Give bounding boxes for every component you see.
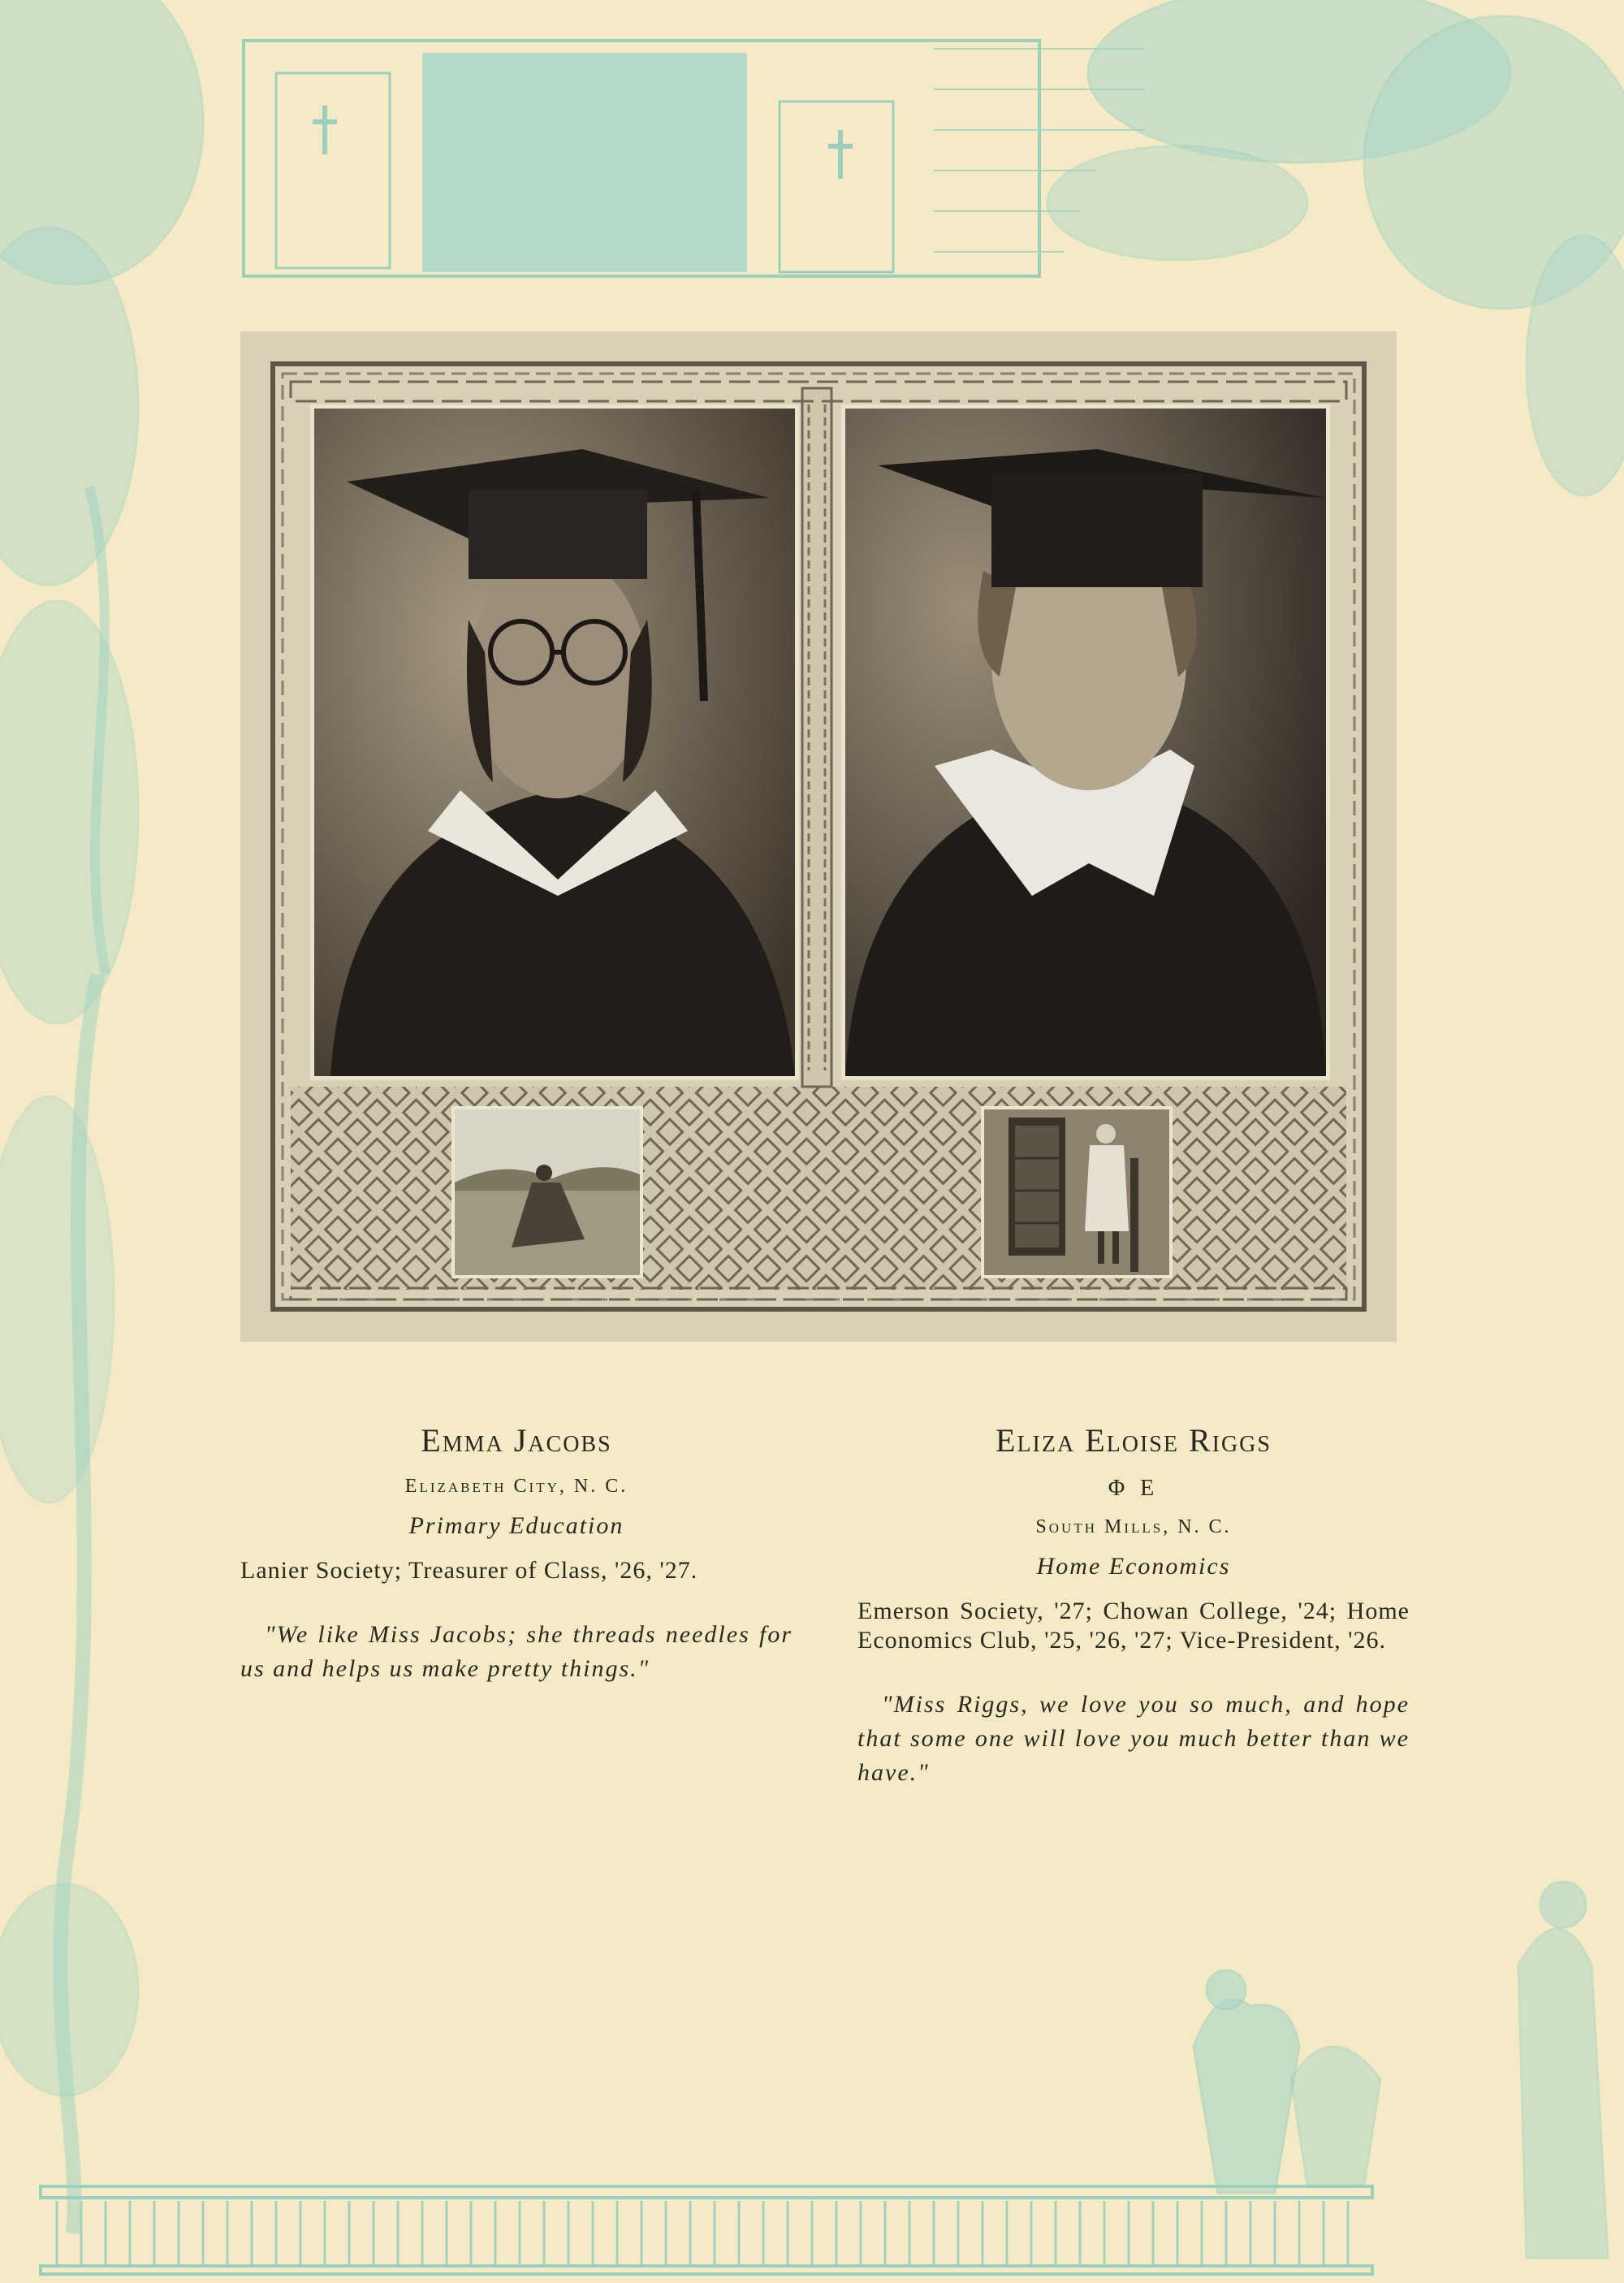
student-hometown: South Mills, N. C. (1035, 1516, 1232, 1537)
photo-panel (240, 331, 1397, 1342)
student-hometown: Elizabeth City, N. C. (404, 1476, 628, 1497)
student-name: Eliza Eloise Riggs (996, 1422, 1272, 1459)
portrait-eliza-eloise-riggs (841, 404, 1330, 1080)
student-quote: "We like Miss Jacobs; she threads needles for us and helps us make pretty things." (240, 1621, 793, 1682)
student-activities: Emerson Society, '27; Chowan College, '24; Home Economics Club, '25, '26, '27; Vice-President, '26. (857, 1598, 1410, 1654)
student-major: Primary Education (408, 1512, 624, 1539)
bio-eliza-eloise-riggs (857, 1421, 1410, 1790)
student-quote: "Miss Riggs, we love you so much, and hope that some one will love you much better than we have." (857, 1691, 1410, 1786)
snapshot-emma-jacobs-outdoors (451, 1106, 643, 1278)
student-major: Home Economics (1036, 1553, 1231, 1580)
bio-emma-jacobs (240, 1421, 793, 1686)
student-fraternity: Φ E (1108, 1476, 1160, 1501)
student-activities: Lanier Society; Treasurer of Class, '26, '27. (240, 1557, 698, 1584)
student-name: Emma Jacobs (421, 1422, 612, 1459)
snapshot-eliza-riggs-doorway (981, 1106, 1173, 1278)
portrait-emma-jacobs (310, 404, 799, 1080)
